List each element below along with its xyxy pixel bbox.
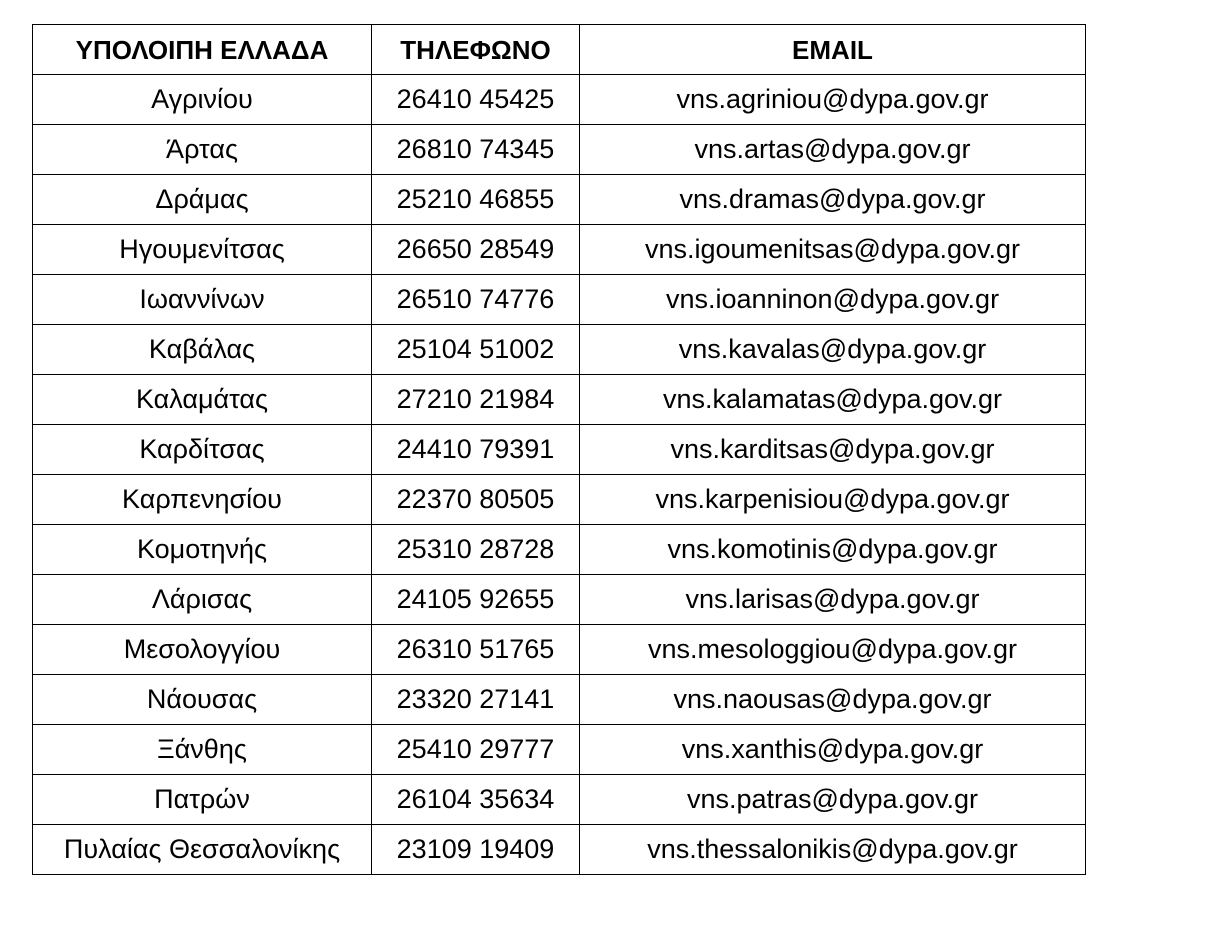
email-cell: vns.thessalonikis@dypa.gov.gr	[580, 825, 1086, 875]
email-cell: vns.kalamatas@dypa.gov.gr	[580, 375, 1086, 425]
table-row	[33, 725, 1086, 775]
email-cell: vns.mesologgiou@dypa.gov.gr	[580, 625, 1086, 675]
phone-cell: 23109 19409	[372, 825, 580, 875]
email-cell: vns.karditsas@dypa.gov.gr	[580, 425, 1086, 475]
email-cell: vns.patras@dypa.gov.gr	[580, 775, 1086, 825]
phone-cell: 26104 35634	[372, 775, 580, 825]
email-cell: vns.dramas@dypa.gov.gr	[580, 175, 1086, 225]
header-row	[33, 25, 1086, 75]
table-row	[33, 575, 1086, 625]
email-cell: vns.agriniou@dypa.gov.gr	[580, 75, 1086, 125]
email-cell: vns.artas@dypa.gov.gr	[580, 125, 1086, 175]
phone-cell: 23320 27141	[372, 675, 580, 725]
email-cell: vns.xanthis@dypa.gov.gr	[580, 725, 1086, 775]
phone-cell: 24410 79391	[372, 425, 580, 475]
phone-cell: 26650 28549	[372, 225, 580, 275]
office-cell: Ηγουμενίτσας	[33, 225, 372, 275]
table-row	[33, 675, 1086, 725]
office-cell: Πατρών	[33, 775, 372, 825]
table-row	[33, 625, 1086, 675]
phone-cell: 25310 28728	[372, 525, 580, 575]
phone-cell: 26510 74776	[372, 275, 580, 325]
office-cell: Αγρινίου	[33, 75, 372, 125]
office-cell: Ξάνθης	[33, 725, 372, 775]
header-phone: ΤΗΛΕΦΩΝΟ	[372, 25, 580, 75]
office-cell: Καβάλας	[33, 325, 372, 375]
contacts-table	[32, 24, 1086, 875]
table-row	[33, 75, 1086, 125]
email-cell: vns.karpenisiou@dypa.gov.gr	[580, 475, 1086, 525]
email-cell: vns.igoumenitsas@dypa.gov.gr	[580, 225, 1086, 275]
office-cell: Δράμας	[33, 175, 372, 225]
email-cell: vns.naousas@dypa.gov.gr	[580, 675, 1086, 725]
office-cell: Πυλαίας Θεσσαλονίκης	[33, 825, 372, 875]
table-row	[33, 425, 1086, 475]
email-cell: vns.ioanninon@dypa.gov.gr	[580, 275, 1086, 325]
office-cell: Καλαμάτας	[33, 375, 372, 425]
office-cell: Νάουσας	[33, 675, 372, 725]
phone-cell: 26310 51765	[372, 625, 580, 675]
email-cell: vns.komotinis@dypa.gov.gr	[580, 525, 1086, 575]
phone-cell: 27210 21984	[372, 375, 580, 425]
table-row	[33, 525, 1086, 575]
office-cell: Μεσολογγίου	[33, 625, 372, 675]
table-row	[33, 375, 1086, 425]
phone-cell: 25210 46855	[372, 175, 580, 225]
table-row	[33, 125, 1086, 175]
office-cell: Άρτας	[33, 125, 372, 175]
header-email: EMAIL	[580, 25, 1086, 75]
office-cell: Λάρισας	[33, 575, 372, 625]
table-row	[33, 325, 1086, 375]
table-row	[33, 825, 1086, 875]
phone-cell: 25104 51002	[372, 325, 580, 375]
table-row	[33, 475, 1086, 525]
phone-cell: 24105 92655	[372, 575, 580, 625]
email-cell: vns.larisas@dypa.gov.gr	[580, 575, 1086, 625]
table-body	[33, 75, 1086, 875]
phone-cell: 26410 45425	[372, 75, 580, 125]
header-office: ΥΠΟΛΟΙΠΗ ΕΛΛΑΔΑ	[33, 25, 372, 75]
table-row	[33, 225, 1086, 275]
table-header	[33, 25, 1086, 75]
office-cell: Κομοτηνής	[33, 525, 372, 575]
office-cell: Καρπενησίου	[33, 475, 372, 525]
phone-cell: 26810 74345	[372, 125, 580, 175]
phone-cell: 22370 80505	[372, 475, 580, 525]
table-row	[33, 775, 1086, 825]
email-cell: vns.kavalas@dypa.gov.gr	[580, 325, 1086, 375]
table-row	[33, 175, 1086, 225]
office-cell: Ιωαννίνων	[33, 275, 372, 325]
office-cell: Καρδίτσας	[33, 425, 372, 475]
phone-cell: 25410 29777	[372, 725, 580, 775]
table-row	[33, 275, 1086, 325]
